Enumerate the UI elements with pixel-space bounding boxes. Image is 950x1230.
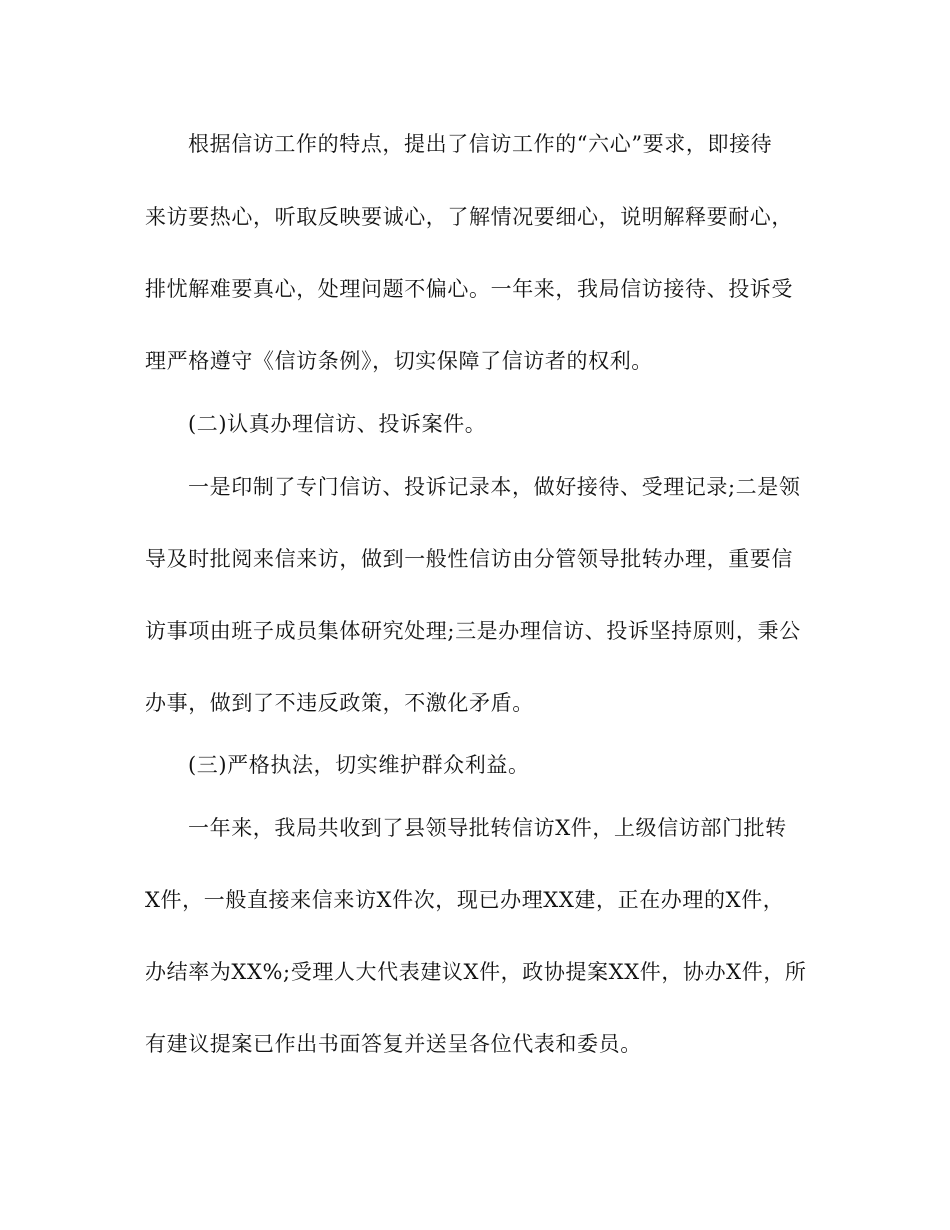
- paragraph-1-line-3: 排忧解难要真心，处理问题不偏心。一年来，我局信访接待、投诉受: [145, 277, 793, 301]
- paragraph-2-line-3: 访事项由班子成员集体研究处理;三是办理信访、投诉坚持原则，秉公: [145, 619, 801, 643]
- paragraph-2-line-4: 办事，做到了不违反政策，不激化矛盾。: [145, 691, 534, 715]
- paragraph-1-line-1: 根据信访工作的特点，提出了信访工作的“六心”要求，即接待: [188, 132, 773, 156]
- paragraph-1-line-2: 来访要热心，听取反映要诚心，了解情况要细心，说明解释要耐心，: [145, 205, 793, 229]
- paragraph-3-line-3: 办结率为XX%;受理人大代表建议X件，政协提案XX件，协办X件，所: [145, 960, 807, 984]
- section-heading-3: (三)严格执法，切实维护群众利益。: [188, 753, 530, 777]
- paragraph-3-line-1: 一年来，我局共收到了县领导批转信访X件，上级信访部门批转: [188, 816, 787, 840]
- paragraph-2-line-2: 导及时批阅来信来访，做到一般性信访由分管领导批转办理，重要信: [145, 547, 793, 571]
- paragraph-3-line-4: 有建议提案已作出书面答复并送呈各位代表和委员。: [145, 1032, 642, 1056]
- paragraph-2-line-1: 一是印制了专门信访、投诉记录本，做好接待、受理记录;二是领: [188, 475, 801, 499]
- paragraph-1-line-4: 理严格遵守《信访条例》，切实保障了信访者的权利。: [145, 349, 653, 373]
- section-heading-2: (二)认真办理信访、投诉案件。: [188, 412, 487, 436]
- paragraph-3-line-2: X件，一般直接来信来访X件次，现已办理XX建，正在办理的X件，: [145, 888, 785, 912]
